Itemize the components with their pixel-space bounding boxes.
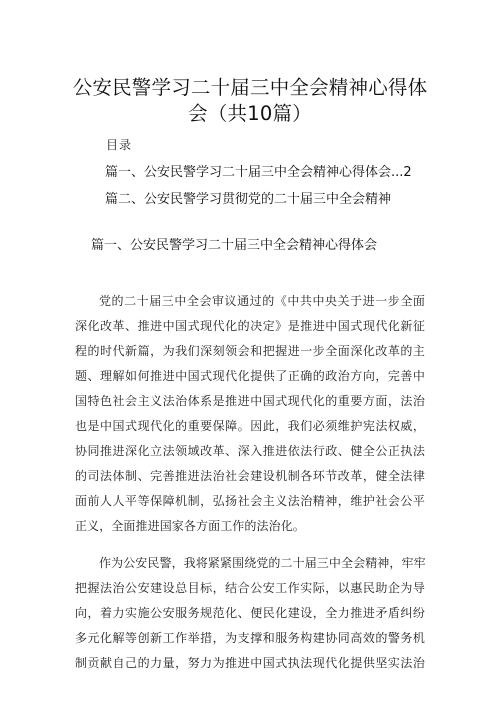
body-text-line: 向，着力实施公安服务规范化、便民化建设，全力推进矛盾纠纷 [75, 606, 425, 620]
body-text-line: 面前人人平等保障机制，弘扬社会主义法治精神，维护社会公平 [75, 494, 425, 508]
body-text-line: 程的时代新篇，为我们深刻领会和把握进一步全面深化改革的主 [75, 344, 425, 358]
body-text-line: 党的二十届三中全会审议通过的《中共中央关于进一步全面 [99, 294, 425, 308]
toc-heading: 目录 [106, 138, 133, 152]
document-title-line-1: 公安民警学习二十届三中全会精神心得体 [72, 76, 428, 99]
section-heading: 篇一、公安民警学习二十届三中全会精神心得体会 [91, 238, 378, 253]
toc-item[interactable]: 篇一、公安民警学习二十届三中全会精神心得体会...2 [105, 165, 412, 180]
body-text-line: 把握法治公安建设总目标，结合公安工作实际，以惠民助企为导 [75, 581, 425, 595]
toc-item[interactable]: 篇二、公安民警学习贯彻党的二十届三中全会精神 [105, 192, 392, 207]
body-text-line: 也是中国式现代化的重要保障。因此，我们必须维护宪法权威， [75, 419, 425, 433]
body-text-line: 多元化解等创新工作举措，为支撑和服务构建协同高效的警务机 [75, 631, 425, 645]
body-text-line: 深化改革、推进中国式现代化的决定》是推进中国式现代化新征 [75, 319, 425, 333]
body-text-line: 协同推进深化立法领域改革、深入推进依法行政、健全公正执法 [75, 444, 425, 458]
document-title-line-2: 会（共10篇） [188, 102, 312, 125]
body-text-line: 国特色社会主义法治体系是推进中国式现代化的重要方面，法治 [75, 394, 425, 408]
body-text-line: 制贡献自己的力量，努力为推进中国式执法现代化提供坚实法治 [75, 656, 425, 670]
body-text-line: 作为公安民警，我将紧紧围绕党的二十届三中全会精神，牢牢 [99, 556, 426, 570]
body-text-line: 题、理解如何推进中国式现代化提供了正确的政治方向，完善中 [75, 369, 425, 383]
body-text-line: 的司法体制、完善推进法治社会建设机制各环节改革，健全法律 [75, 469, 425, 483]
body-text-line: 正义，全面推进国家各方面工作的法治化。 [75, 519, 305, 533]
